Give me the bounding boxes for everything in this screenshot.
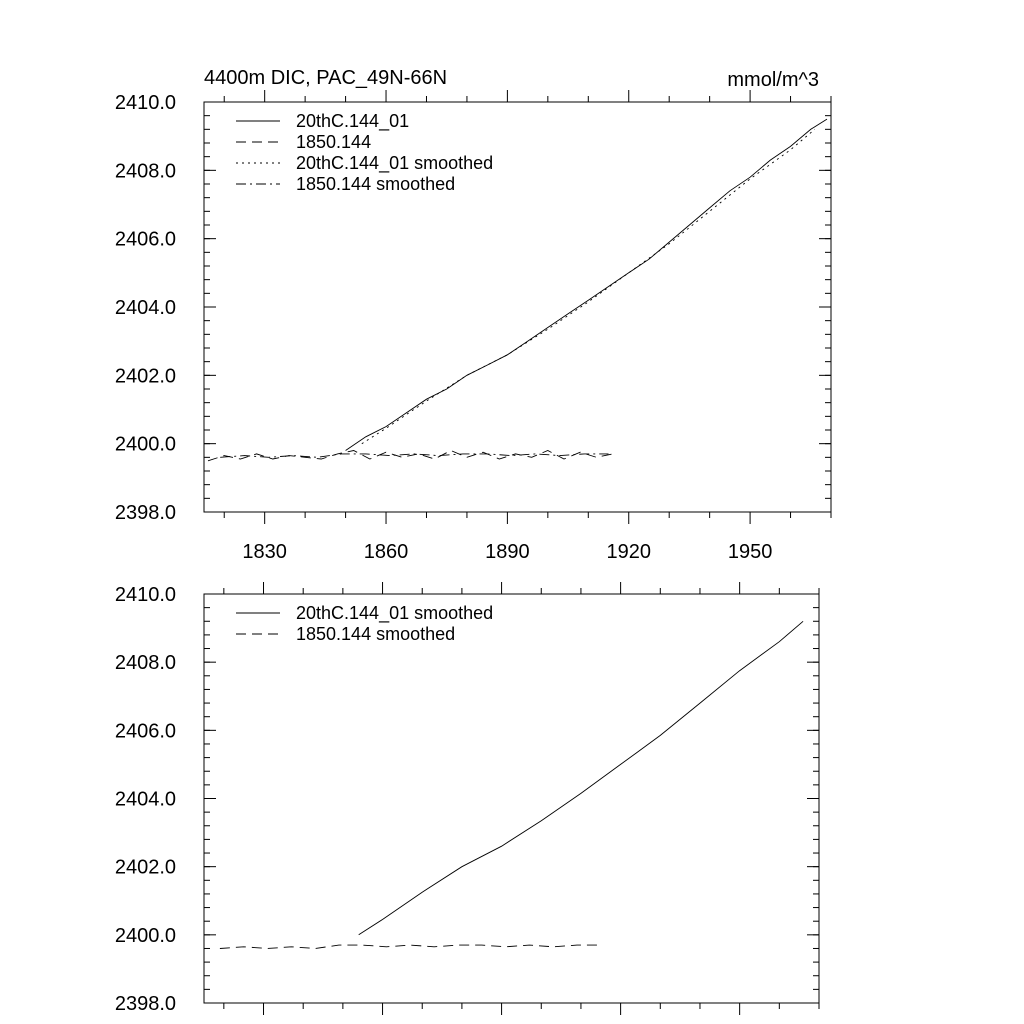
legend-label: 1850.144 smoothed [296, 624, 456, 644]
units-label: mmol/m^3 [727, 69, 819, 91]
y-tick-label: 2400.0 [114, 433, 176, 456]
y-tick-label: 2410.0 [114, 584, 176, 606]
legend-label: 1850.144 [296, 132, 372, 152]
series-line-2 [208, 451, 613, 461]
legend-label: 20thC.144_01 [296, 111, 410, 131]
y-tick-label: 2402.0 [114, 365, 176, 388]
series-line-2 [220, 945, 601, 948]
y-tick-label: 2406.0 [114, 720, 176, 743]
x-tick-label: 1890 [485, 541, 530, 563]
y-tick-label: 2410.0 [114, 92, 176, 114]
chart-title: 4400m DIC, PAC_49N-66N [204, 67, 448, 89]
y-tick-label: 2402.0 [114, 856, 176, 879]
y-tick-label: 2400.0 [114, 924, 176, 947]
bottom-panel [115, 582, 819, 1015]
legend-label: 1850.144 smoothed [296, 174, 456, 194]
y-tick-label: 2398.0 [114, 993, 176, 1015]
y-tick-label: 2404.0 [114, 297, 176, 319]
y-tick-label: 2404.0 [114, 788, 176, 811]
y-tick-label: 2408.0 [114, 160, 176, 183]
x-tick-label: 1950 [727, 541, 773, 563]
x-tick-label: 1860 [363, 541, 409, 563]
y-tick-label: 2408.0 [114, 652, 176, 675]
series-line-1 [359, 621, 803, 935]
top-panel [115, 90, 831, 563]
x-tick-label: 1830 [242, 541, 287, 563]
legend-label: 20thC.144_01 smoothed [296, 603, 494, 623]
y-tick-label: 2398.0 [114, 502, 176, 524]
x-tick-label: 1920 [606, 541, 651, 563]
y-tick-label: 2406.0 [114, 228, 176, 251]
plot-frame [204, 594, 819, 1003]
legend-label: 20thC.144_01 smoothed [296, 153, 494, 173]
